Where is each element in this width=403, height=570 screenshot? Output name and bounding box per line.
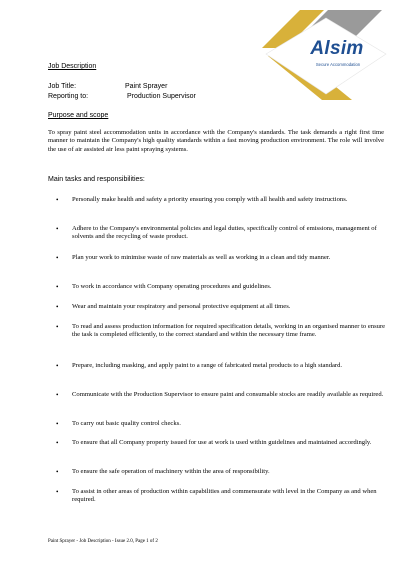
bullet-icon: • <box>56 323 59 331</box>
field-label: Reporting to: <box>48 93 89 100</box>
list-item: • Prepare, including masking, and apply paint to a range of fabricated metal products to a high standard. <box>56 362 343 370</box>
bullet-icon: • <box>56 303 59 311</box>
tasks-heading: Main tasks and responsibilities: <box>48 176 145 183</box>
list-item: • Communicate with the Production Supervisor to ensure paint and consumable stocks are readily available as required. <box>56 391 384 399</box>
purpose-heading: Purpose and scope <box>48 112 109 119</box>
list-item: • Plan your work to minimise waste of raw materials as well as working in a clean and tidy manner. <box>56 254 331 262</box>
field-value: Production Supervisor <box>127 93 196 100</box>
list-item: • To assist in other areas of production within capabilities and commensurate with level in the Company as and when required. <box>56 488 377 504</box>
field-reporting-to <box>48 93 196 100</box>
page-footer: Paint Sprayer - Job Description - Issue 2.0, Page 1 of 2 <box>48 539 158 544</box>
list-item: • To ensure that all Company property issued for use at work is used within guidelines and maintained accordingly. <box>56 439 372 447</box>
list-item: • To carry out basic quality control checks. <box>56 420 181 428</box>
bullet-icon: • <box>56 468 59 476</box>
bullet-icon: • <box>56 196 59 204</box>
list-item: • Personally make health and safety a priority ensuring you comply with all health and safety instructions. <box>56 196 348 204</box>
list-item: • To work in accordance with Company operating procedures and guidelines. <box>56 283 272 291</box>
bullet-icon: • <box>56 362 59 370</box>
list-item: • Adhere to the Company's environmental policies and legal duties, specifically control of emissions, management of solvents and the recycling of waste product. <box>56 225 377 241</box>
field-value: Paint Sprayer <box>125 83 168 90</box>
logo-tagline: Secure Accommodation <box>315 62 361 67</box>
bullet-icon: • <box>56 439 59 447</box>
bullet-icon: • <box>56 391 59 399</box>
logo-brand-text: Alsim <box>310 38 364 59</box>
purpose-text: To spray paint steel accommodation units in accordance with the Company's standards. The task demands a right first time manner to maintain the Company's high quality standards within a fast moving production environment. The role will involve the use of air assisted air less paint spraying systems. <box>48 129 384 153</box>
bullet-icon: • <box>56 225 59 233</box>
list-item: • To ensure the safe operation of machinery within the area of responsibility. <box>56 468 270 476</box>
bullet-icon: • <box>56 254 59 262</box>
field-label: Job Title: <box>48 83 77 90</box>
bullet-icon: • <box>56 420 59 428</box>
document-title: Job Description <box>48 63 97 70</box>
list-item: • To read and assess production information for required specification details, working in an organised manner to ensure the task is completed efficiently, to the correct standard and within the necessary time frame. <box>56 323 386 339</box>
field-job-title <box>48 83 167 90</box>
bullet-icon: • <box>56 283 59 291</box>
bullet-icon: • <box>56 488 59 496</box>
list-item: • Wear and maintain your respiratory and personal protective equipment at all times. <box>56 303 291 311</box>
